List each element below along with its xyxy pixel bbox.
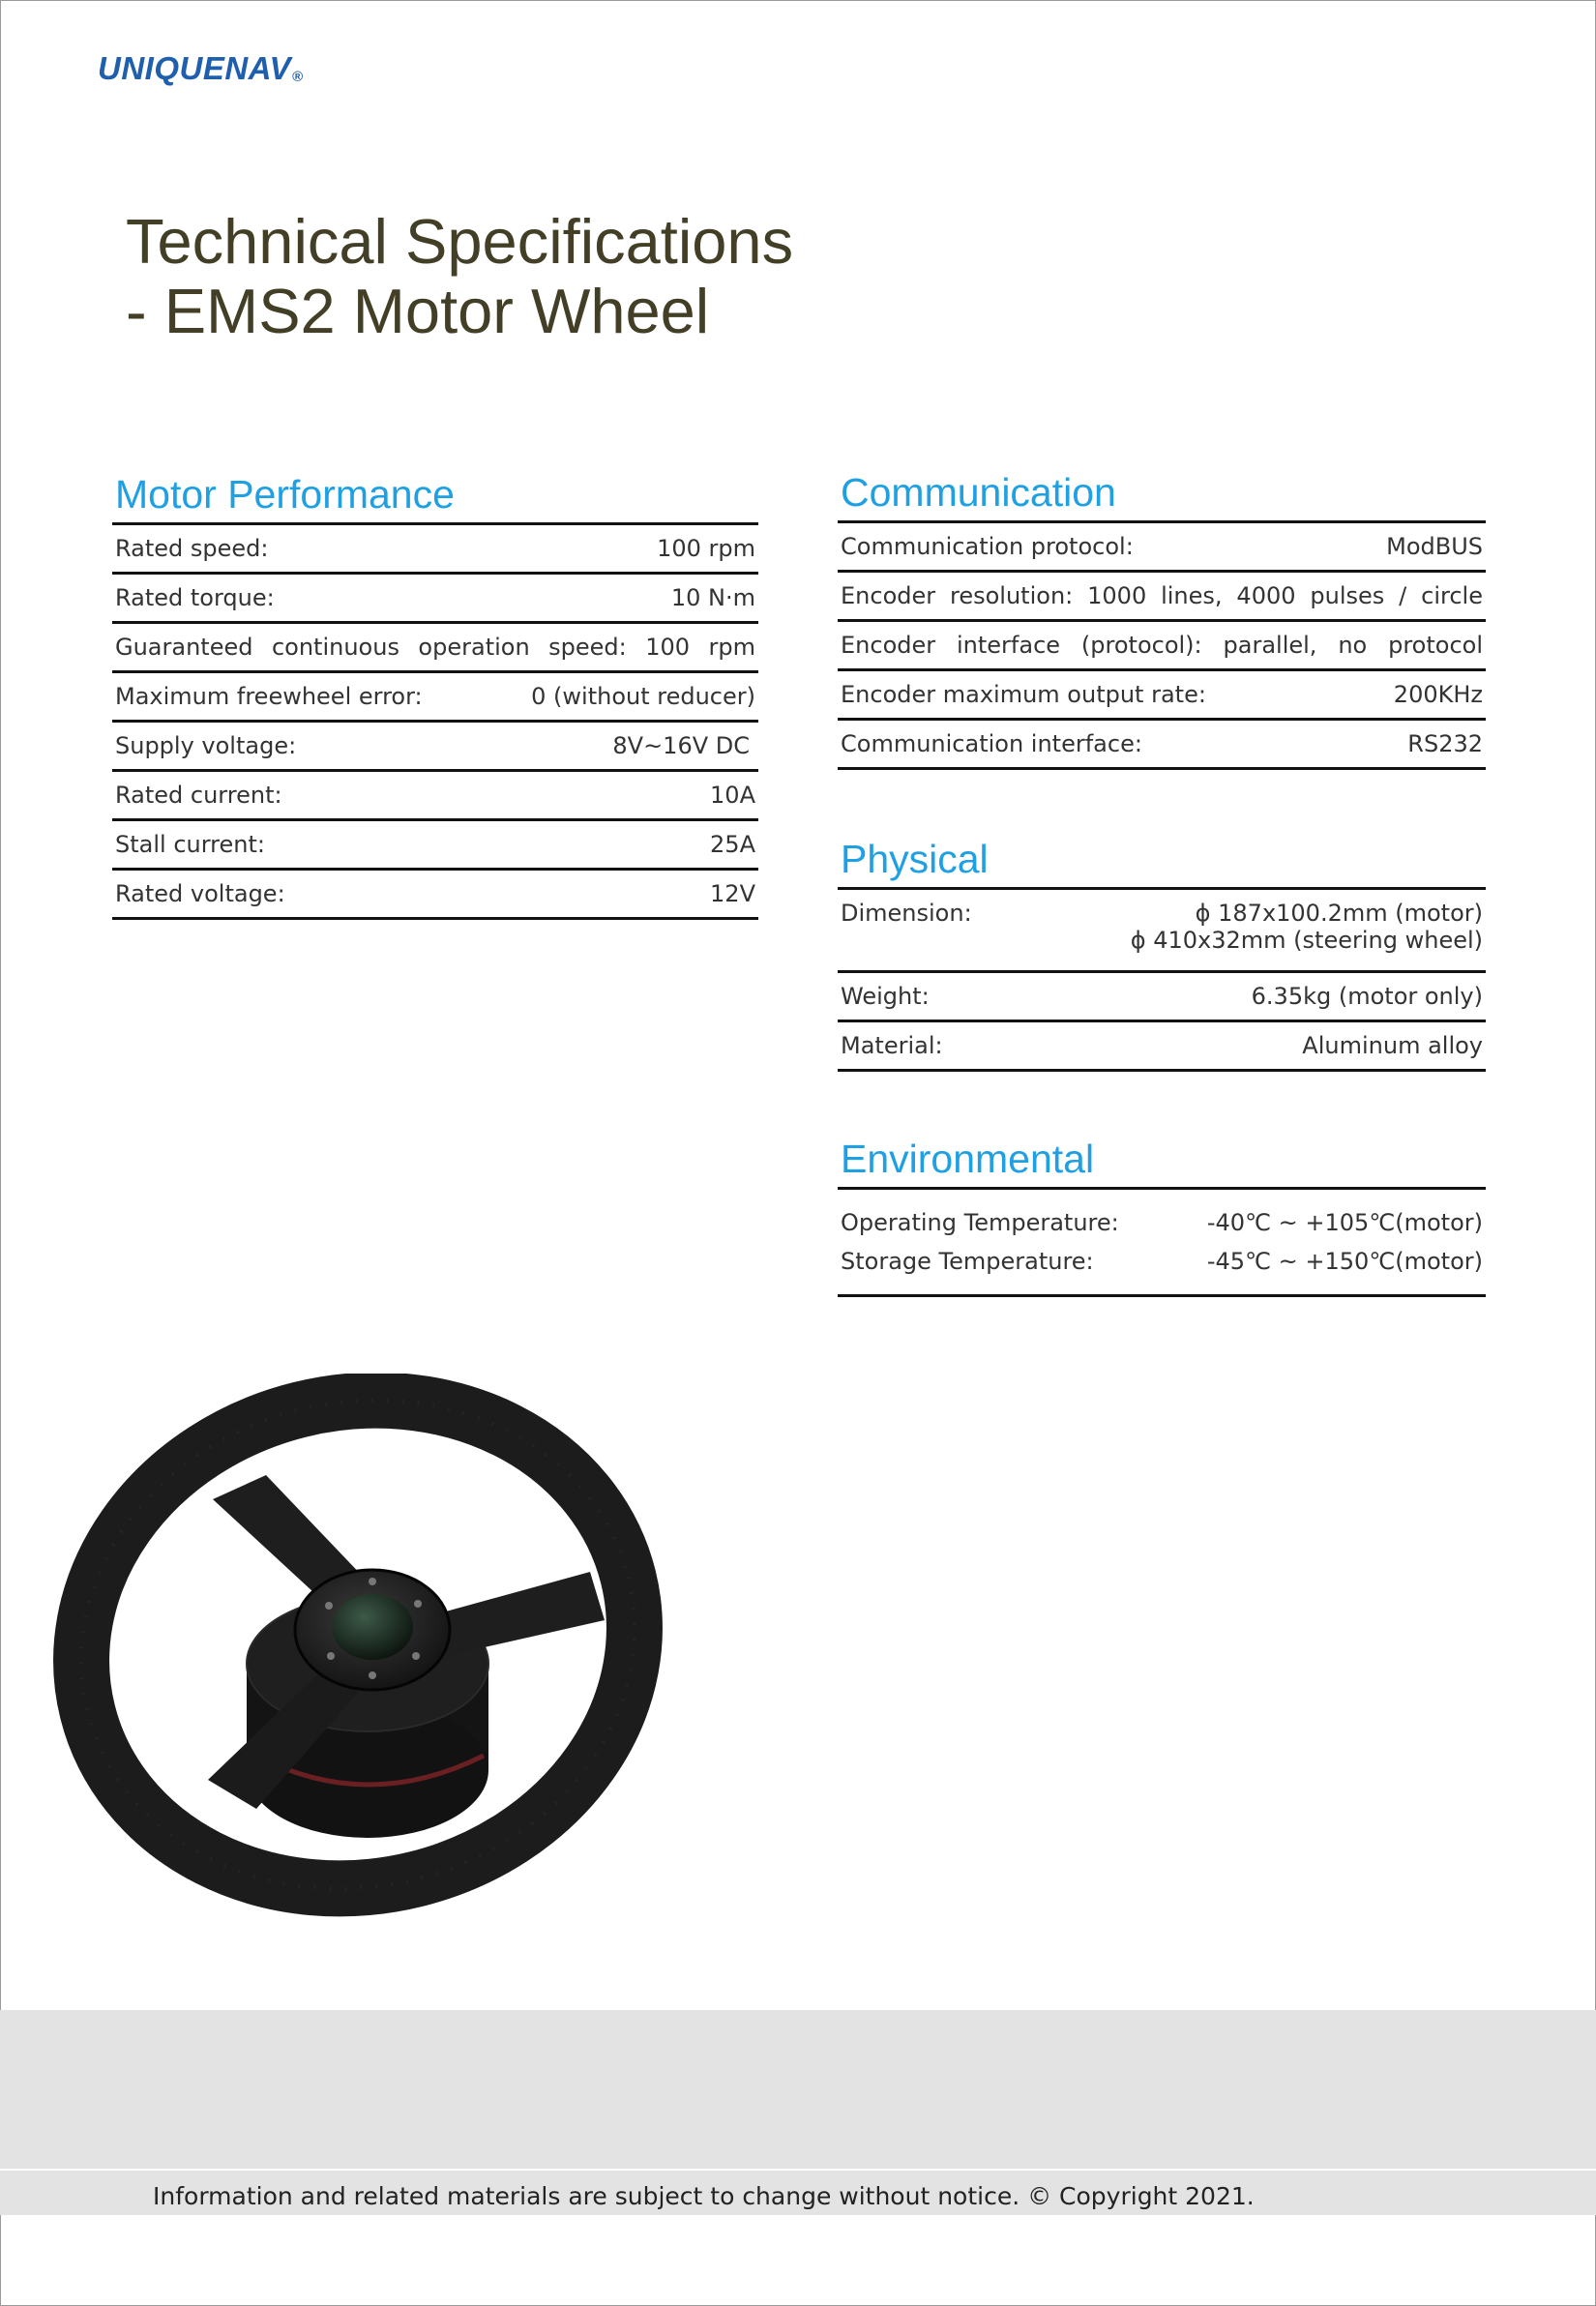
communication-table bbox=[838, 520, 1486, 770]
spec-label: Rated speed: bbox=[115, 535, 269, 562]
spec-label: Material: bbox=[841, 1032, 943, 1059]
spec-label: Guaranteed continuous operation speed: 100 rpm bbox=[115, 634, 755, 661]
motor-performance-section bbox=[112, 470, 758, 920]
spec-row bbox=[112, 525, 758, 575]
spec-label: Encoder maximum output rate: bbox=[841, 681, 1206, 708]
spec-value: -45℃ ~ +150℃(motor) bbox=[1206, 1248, 1483, 1275]
spec-row bbox=[112, 575, 758, 624]
spec-value: 200KHz bbox=[1393, 681, 1483, 708]
spec-value: 10 N·m bbox=[670, 584, 755, 611]
spec-row bbox=[112, 624, 758, 673]
title-line-1: Technical Specifications bbox=[126, 206, 794, 277]
spec-value: 10A bbox=[710, 782, 755, 809]
spec-row bbox=[838, 671, 1486, 721]
spec-value: 6.35kg (motor only) bbox=[1251, 983, 1483, 1010]
spec-label: Dimension: bbox=[841, 900, 972, 927]
physical-table bbox=[838, 887, 1486, 1072]
spec-label: Storage Temperature: bbox=[841, 1248, 1094, 1275]
spec-row bbox=[841, 1203, 1483, 1242]
footer-copyright: Information and related materials are subject to change without notice. © Copyright 2021. bbox=[153, 2182, 1255, 2210]
spec-label: Supply voltage: bbox=[115, 732, 297, 759]
section-title-communication: Communication bbox=[841, 470, 1116, 515]
spec-label: Maximum freewheel error: bbox=[115, 683, 423, 710]
spec-row bbox=[112, 871, 758, 920]
spec-value: Aluminum alloy bbox=[1302, 1032, 1483, 1059]
spec-row bbox=[838, 1022, 1486, 1072]
spec-label: Weight: bbox=[841, 983, 930, 1010]
spec-value-line: ϕ 187x100.2mm (motor) bbox=[1195, 900, 1483, 927]
spec-value bbox=[1131, 900, 1483, 954]
spec-value: 12V bbox=[710, 880, 755, 907]
section-title-physical: Physical bbox=[841, 837, 989, 881]
spec-value: 0 (without reducer) bbox=[531, 683, 755, 710]
spec-row bbox=[838, 973, 1486, 1022]
spec-label: Rated current: bbox=[115, 782, 282, 809]
spec-label: Rated voltage: bbox=[115, 880, 285, 907]
physical-section bbox=[838, 835, 1486, 1072]
spec-row bbox=[841, 1242, 1483, 1281]
spec-label: Stall current: bbox=[115, 831, 265, 858]
spec-row bbox=[112, 723, 758, 772]
communication-section bbox=[838, 468, 1486, 770]
environmental-section bbox=[838, 1135, 1486, 1297]
spec-row bbox=[838, 622, 1486, 671]
page-title bbox=[126, 207, 793, 346]
spec-row bbox=[112, 772, 758, 821]
logo-text: UNIQUENAV bbox=[98, 50, 292, 86]
section-title-motor-performance: Motor Performance bbox=[115, 472, 455, 517]
steering-wheel-motor-image bbox=[48, 1374, 687, 1939]
spec-value: 25A bbox=[710, 831, 755, 858]
spec-row bbox=[112, 673, 758, 723]
spec-row bbox=[112, 821, 758, 871]
spec-row bbox=[838, 573, 1486, 622]
spec-label: Encoder resolution: 1000 lines, 4000 pulses / circle bbox=[841, 582, 1483, 609]
section-title-environmental: Environmental bbox=[841, 1137, 1095, 1181]
spec-value-line: ϕ 410x32mm (steering wheel) bbox=[1130, 927, 1483, 954]
title-line-2: - EMS2 Motor Wheel bbox=[126, 276, 710, 346]
registered-mark: ® bbox=[292, 69, 304, 85]
footer-divider bbox=[0, 2169, 1596, 2171]
spec-value: ModBUS bbox=[1386, 533, 1483, 560]
spec-value: 100 rpm bbox=[657, 535, 755, 562]
spec-value: 8V~16V DC bbox=[612, 732, 750, 759]
environmental-table bbox=[838, 1187, 1486, 1297]
spec-value: -40℃ ~ +105℃(motor) bbox=[1206, 1209, 1483, 1236]
spec-label: Communication interface: bbox=[841, 730, 1142, 757]
spec-row bbox=[838, 721, 1486, 770]
spec-label: Encoder interface (protocol): parallel, no protocol bbox=[841, 632, 1483, 659]
spec-value: RS232 bbox=[1407, 730, 1483, 757]
spec-label: Operating Temperature: bbox=[841, 1209, 1119, 1236]
spec-label: Rated torque: bbox=[115, 584, 275, 611]
spec-row bbox=[838, 523, 1486, 573]
spec-label: Communication protocol: bbox=[841, 533, 1134, 560]
spec-row bbox=[838, 890, 1486, 973]
motor-performance-table bbox=[112, 522, 758, 920]
brand-logo bbox=[98, 50, 304, 87]
